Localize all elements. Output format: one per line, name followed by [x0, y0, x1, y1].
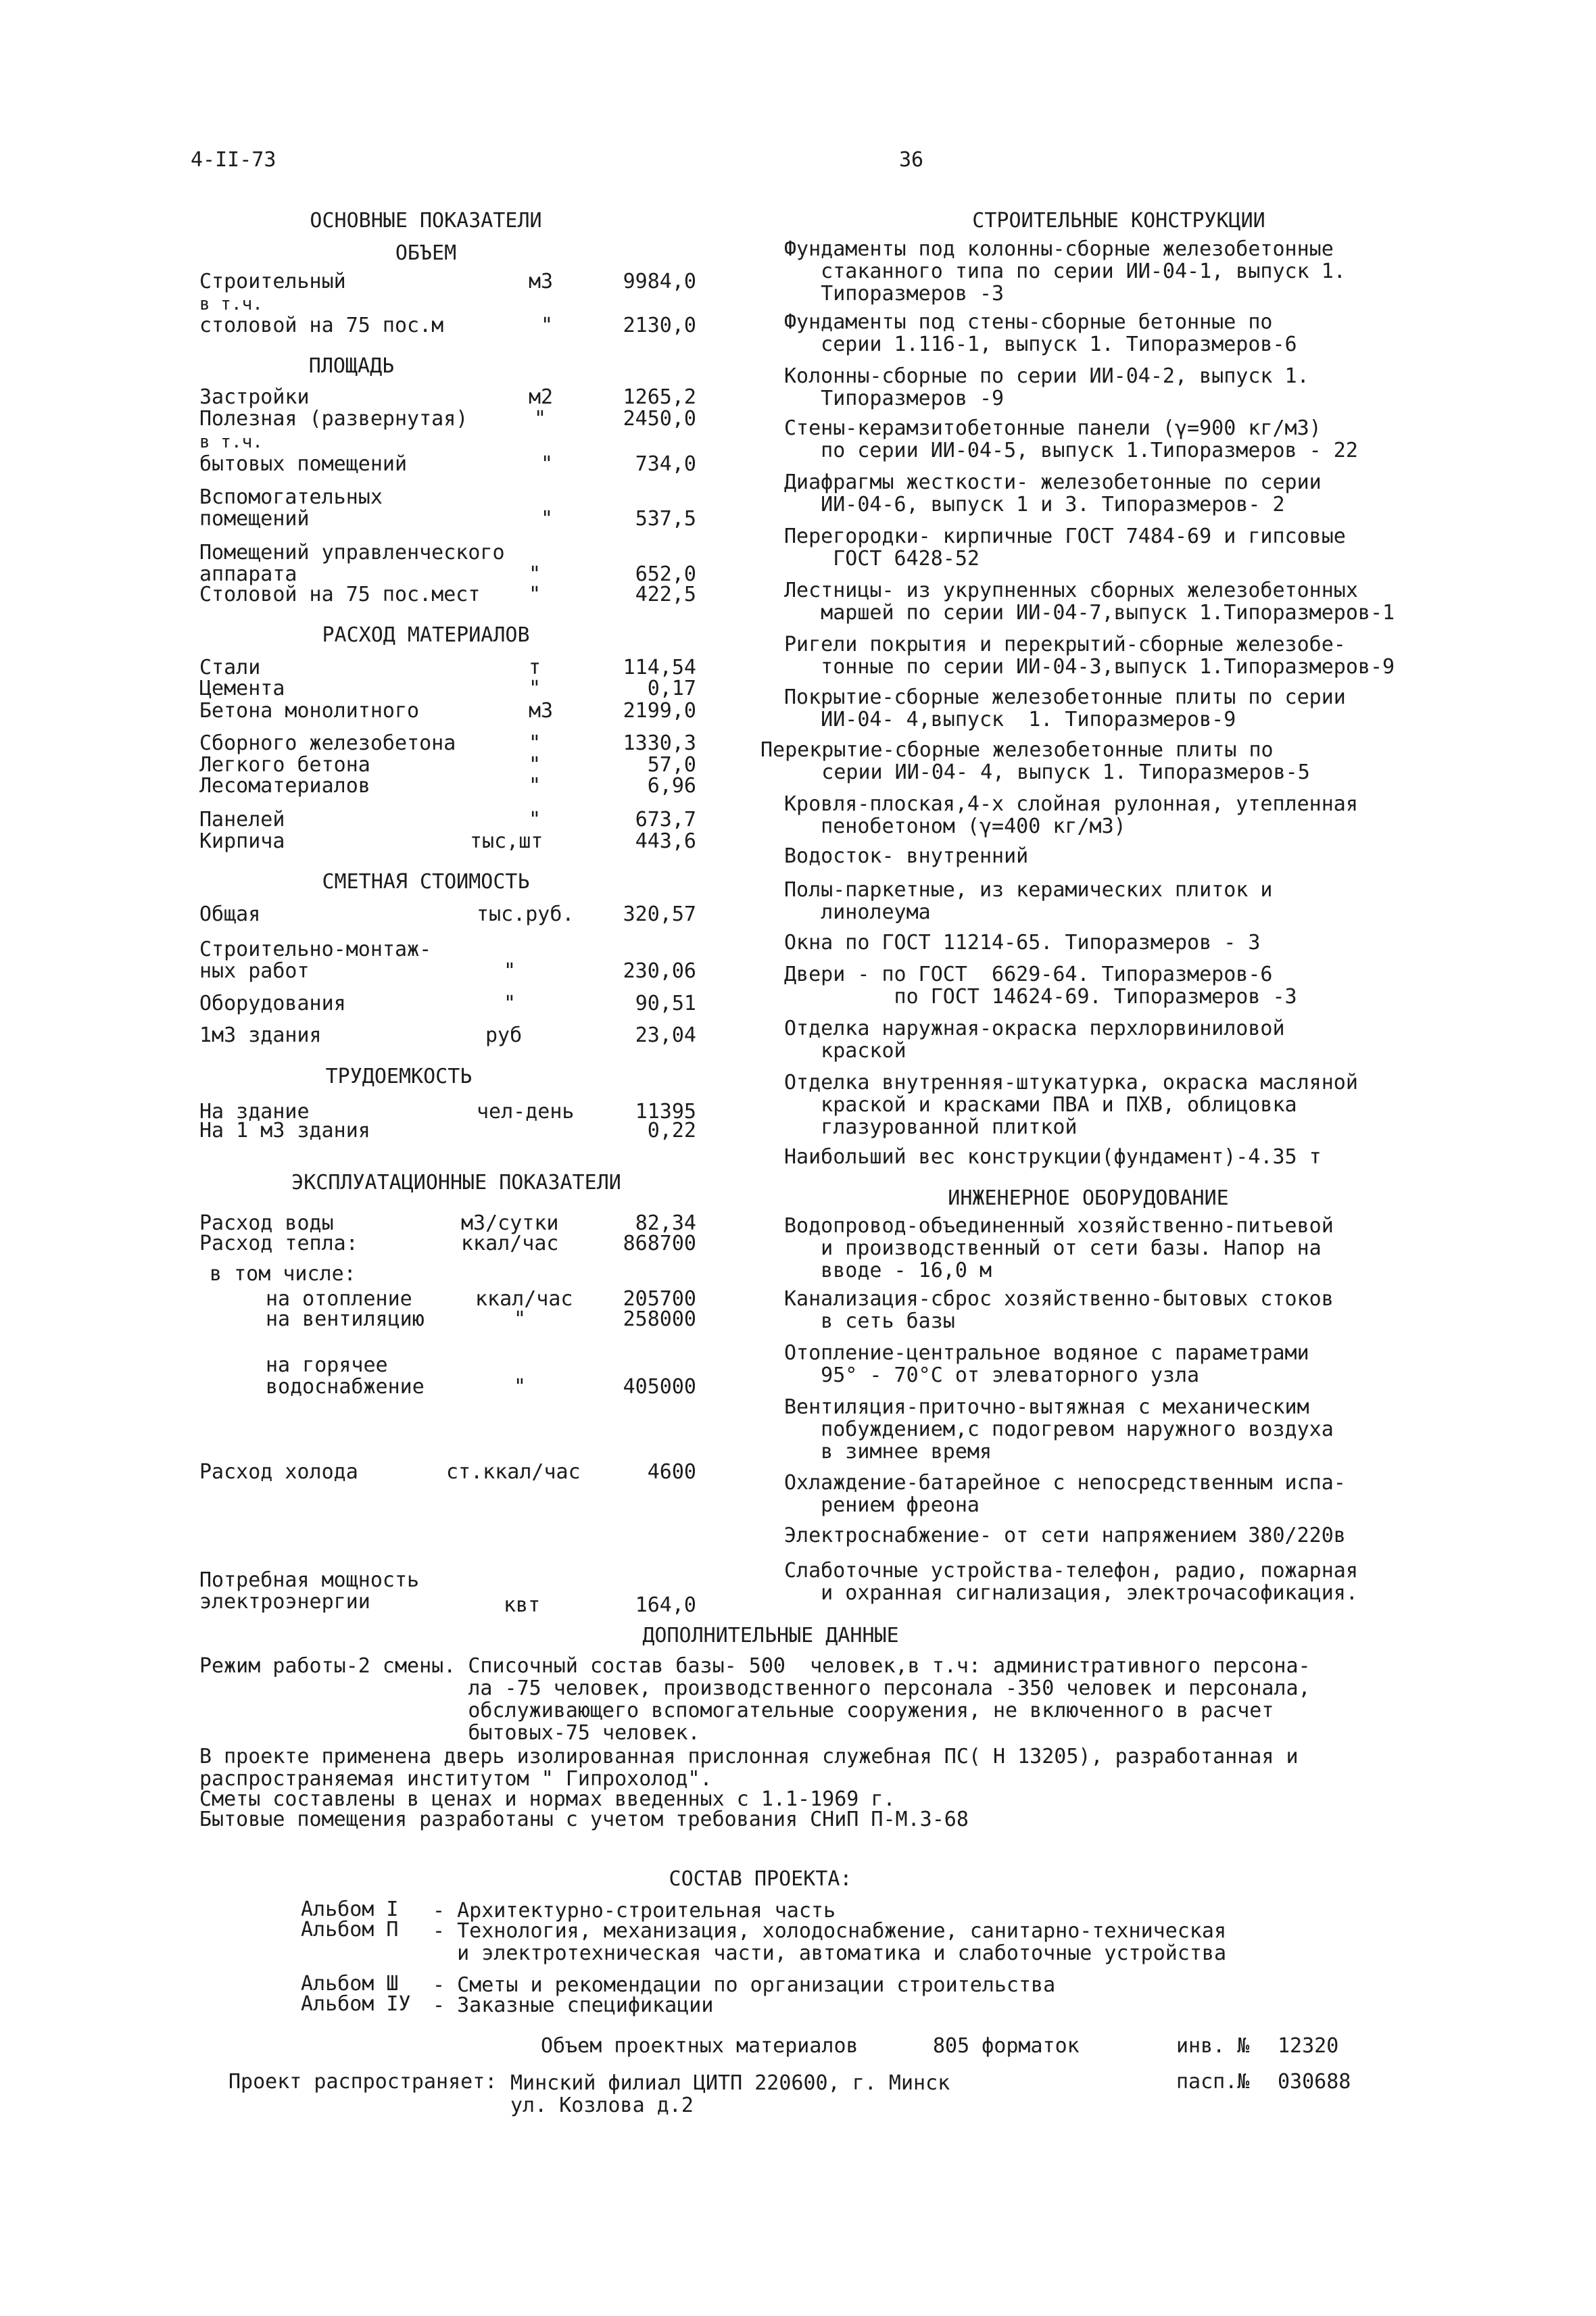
indicator-label: Потребная мощность [199, 1568, 420, 1592]
indicator-label: Строительный [199, 270, 346, 293]
indicator-value: 82,34 [635, 1211, 696, 1235]
indicator-unit: " [529, 774, 541, 798]
indicator-unit: чел-день [477, 1100, 575, 1124]
labor-heading: ТРУДОЕМКОСТЬ [325, 1065, 473, 1088]
indicator-unit: м3/сутки [461, 1211, 559, 1235]
construction-item: Наибольший вес конструкции(фундамент)-4.35 т [784, 1145, 1322, 1169]
indicator-label: Бетона монолитного [199, 699, 420, 723]
indicator-value: 1265,2 [623, 385, 696, 409]
additional-paragraph: Бытовые помещения разработаны с учетом требования СНиП П-М.3-68 [199, 1808, 969, 1831]
inventory-number: 12320 [1278, 2034, 1339, 2058]
indicator-unit: м3 [529, 699, 554, 723]
indicator-unit: " [541, 314, 554, 337]
indicator-unit: квт [504, 1593, 541, 1617]
indicator-value: 0,22 [647, 1119, 696, 1142]
indicator-unit: " [541, 507, 554, 531]
indicator-value: 320,57 [623, 902, 696, 926]
indicator-label: Расход тепла: [199, 1232, 358, 1255]
indicator-label: на горячее [266, 1353, 388, 1377]
indicator-label: в том числе: [210, 1262, 356, 1286]
project-composition-heading: СОСТАВ ПРОЕКТА: [669, 1867, 852, 1891]
album-code: Альбом I [301, 1898, 399, 1921]
indicator-value: 164,0 [635, 1593, 696, 1617]
indicator-label: Общая [199, 902, 261, 926]
indicator-label: столовой на 75 пос.м [199, 314, 444, 337]
album-description: - Заказные спецификации [433, 1994, 714, 2017]
indicator-label: Расход воды [199, 1211, 334, 1235]
album-description: - Технология, механизация, холодоснабжение, санитарно-техническая и электротехническая части, автоматика и слаботочные устройства [433, 1919, 1226, 1965]
construction-heading: СТРОИТЕЛЬНЫЕ КОНСТРУКЦИИ [972, 209, 1265, 233]
distributor-address: Минский филиал ЦИТП 220600, г. Минск ул. Козлова д.2 [510, 2071, 950, 2117]
indicator-unit: " [529, 562, 541, 586]
construction-item: Покрытие-сборные железобетонные плиты по серии ИИ-04- 4,выпуск 1. Типоразмеров-9 [784, 685, 1346, 731]
indicator-value: 230,06 [623, 959, 696, 983]
indicator-label: Легкого бетона [199, 753, 370, 777]
indicator-label: Вспомогательных [199, 485, 383, 509]
passport-label: пасп.№ [1176, 2070, 1250, 2094]
indicator-value: 443,6 [635, 829, 696, 853]
indicator-label: на вентиляцию [266, 1307, 425, 1331]
indicator-label: Застройки [199, 385, 310, 409]
page-number: 36 [898, 148, 924, 172]
engineering-item: Отопление-центральное водяное с параметрами 95° - 70°С от элеваторного узла [784, 1341, 1309, 1387]
indicator-value: 258000 [623, 1307, 696, 1331]
indicator-label: На здание [199, 1100, 310, 1124]
indicator-unit: " [514, 1375, 527, 1399]
album-description: - Архитектурно-строительная часть [433, 1899, 836, 1923]
indicator-value: 0,17 [647, 677, 696, 700]
indicator-unit: " [529, 583, 541, 606]
indicator-label: На 1 м3 здания [199, 1119, 370, 1142]
indicator-label: Кирпича [199, 829, 285, 853]
indicator-unit: " [504, 992, 516, 1015]
indicator-value: 2130,0 [623, 314, 696, 337]
construction-item: Лестницы- из укрупненных сборных железобетонных маршей по серии ИИ-04-7,выпуск 1.Типоразмеров-1 [784, 579, 1395, 625]
indicator-unit: " [529, 731, 541, 755]
indicator-label: в т.ч. [199, 294, 263, 314]
area-heading: ПЛОЩАДЬ [308, 354, 395, 378]
indicator-label: в т.ч. [199, 432, 263, 452]
additional-data-heading: ДОПОЛНИТЕЛЬНЫЕ ДАННЫЕ [642, 1624, 899, 1647]
album-code: Альбом IУ [301, 1992, 411, 2016]
indicator-value: 2199,0 [623, 699, 696, 723]
indicator-label: аппарата [199, 562, 297, 586]
indicator-unit: " [529, 808, 541, 831]
indicator-unit: тыс,шт [470, 829, 543, 853]
volume-value: 805 форматок [933, 2034, 1080, 2058]
additional-paragraph: Сметы составлены в ценах и нормах введенных с 1.1-1969 г. [199, 1787, 896, 1811]
construction-item: Перегородки- кирпичные ГОСТ 7484-69 и гипсовые ГОСТ 6428-52 [784, 525, 1346, 571]
indicator-value: 673,7 [635, 808, 696, 831]
album-code: Альбом П [301, 1918, 399, 1941]
inventory-label: инв. № [1176, 2034, 1250, 2058]
indicator-unit: " [541, 452, 554, 476]
indicator-unit: тыс.руб. [477, 902, 575, 926]
indicator-value: 868700 [623, 1232, 696, 1255]
indicator-label: электроэнергии [199, 1590, 370, 1614]
indicator-value: 734,0 [635, 452, 696, 476]
construction-item: Двери - по ГОСТ 6629-64. Типоразмеров-6 по ГОСТ 14624-69. Типоразмеров -3 [784, 963, 1297, 1009]
engineering-item: Вентиляция-приточно-вытяжная с механическим побуждением,с подогревом наружного воздуха в зимнее время [784, 1395, 1334, 1464]
construction-item: Полы-паркетные, из керамических плиток и линолеума [784, 878, 1273, 924]
indicator-unit: " [529, 753, 541, 777]
construction-item: Отделка внутренняя-штукатурка, окраска масляной краской и красками ПВА и ПХВ, облицовка глазурованной плиткой [784, 1071, 1358, 1139]
construction-item: Кровля-плоская,4-х слойная рулонная, утепленная пенобетоном (γ=400 кг/м3) [784, 792, 1358, 838]
indicator-value: 114,54 [623, 656, 696, 679]
indicator-label: Строительно-монтаж- [199, 938, 432, 961]
construction-item: Окна по ГОСТ 11214-65. Типоразмеров - 3 [784, 931, 1261, 955]
indicator-label: Сборного железобетона [199, 731, 456, 755]
indicator-value: 90,51 [635, 992, 696, 1015]
indicator-value: 6,96 [647, 774, 696, 798]
construction-item: Диафрагмы жесткости- железобетонные по серии ИИ-04-6, выпуск 1 и 3. Типоразмеров- 2 [784, 471, 1322, 516]
construction-item: Перекрытие-сборные железобетонные плиты по серии ИИ-04- 4, выпуск 1. Типоразмеров-5 [760, 738, 1310, 784]
indicator-value: 422,5 [635, 583, 696, 606]
engineering-item: Электроснабжение- от сети напряжением 380/220в [784, 1524, 1346, 1547]
album-code: Альбом Ш [301, 1972, 399, 1996]
indicator-label: Расход холода [199, 1460, 358, 1484]
indicator-value: 537,5 [635, 507, 696, 531]
indicator-label: Полезная (развернутая) [199, 407, 468, 431]
cost-heading: СМЕТНАЯ СТОИМОСТЬ [322, 870, 530, 894]
passport-number: 030688 [1278, 2070, 1351, 2094]
construction-item: Колонны-сборные по серии ИИ-04-2, выпуск 1. Типоразмеров -9 [784, 364, 1309, 410]
engineering-item: Канализация-сброс хозяйственно-бытовых стоков в сеть базы [784, 1287, 1334, 1333]
indicator-value: 652,0 [635, 562, 696, 586]
construction-item: Отделка наружная-окраска перхлорвиниловой краской [784, 1017, 1285, 1063]
indicator-label: на отопление [266, 1287, 412, 1311]
indicator-label: помещений [199, 507, 310, 531]
indicator-value: 57,0 [647, 753, 696, 777]
indicator-label: бытовых помещений [199, 452, 408, 476]
indicator-value: 1330,3 [623, 731, 696, 755]
indicator-unit: " [514, 1307, 527, 1331]
indicator-label: водоснабжение [266, 1375, 425, 1399]
construction-item: Фундаменты под стены-сборные бетонные по серии 1.116-1, выпуск 1. Типоразмеров-6 [784, 310, 1297, 356]
indicator-unit: м2 [529, 385, 554, 409]
indicator-value: 11395 [635, 1100, 696, 1124]
indicator-unit: т [529, 656, 541, 679]
indicator-label: 1м3 здания [199, 1023, 322, 1047]
operation-heading: ЭКСПЛУАТАЦИОННЫЕ ПОКАЗАТЕЛИ [291, 1171, 621, 1195]
construction-item: Водосток- внутренний [784, 844, 1029, 868]
indicator-unit: ккал/час [475, 1287, 573, 1311]
volume-heading: ОБЪЕМ [395, 241, 457, 265]
indicator-value: 405000 [623, 1375, 696, 1399]
indicator-unit: " [529, 677, 541, 700]
indicator-label: ных работ [199, 959, 310, 983]
indicator-label: Лесоматериалов [199, 774, 370, 798]
indicator-unit: " [504, 959, 516, 983]
indicator-unit: ккал/час [461, 1232, 559, 1255]
materials-heading: РАСХОД МАТЕРИАЛОВ [322, 623, 530, 647]
indicator-value: 23,04 [635, 1023, 696, 1047]
indicator-label: Панелей [199, 808, 285, 831]
indicator-label: Оборудования [199, 992, 346, 1015]
indicator-unit: м3 [529, 270, 554, 293]
indicator-unit: руб [485, 1023, 523, 1047]
indicator-unit: " [534, 407, 547, 431]
indicator-label: Помещений управленческого [199, 541, 505, 564]
construction-item: Ригели покрытия и перекрытий-сборные железобе- тонные по серии ИИ-04-3,выпуск 1.Типоразмеров-9 [784, 633, 1395, 679]
indicator-unit: ст.ккал/час [446, 1460, 581, 1484]
indicator-value: 9984,0 [623, 270, 696, 293]
indicator-value: 205700 [623, 1287, 696, 1311]
engineering-item: Водопровод-объединенный хозяйственно-питьевой и производственный от сети базы. Напор на вводе - 16,0 м [784, 1214, 1334, 1282]
additional-paragraph: В проекте применена дверь изолированная прислонная служебная ПС( Н 13205), разработанная и распространяемая институтом " Гипрохолод". [199, 1745, 1299, 1791]
volume-label: Объем проектных материалов [541, 2034, 859, 2058]
additional-paragraph: Режим работы-2 смены. Списочный состав базы- 500 человек,в т.ч: административного персона- ла -75 человек, производственного персонала -350 человек и персонала, обслуживающего вспомогательные сооружения, не включенного в расчет бытовых-75 человек. [199, 1654, 1311, 1745]
main-indicators-title: ОСНОВНЫЕ ПОКАЗАТЕЛИ [310, 209, 542, 233]
engineering-heading: ИНЖЕНЕРНОЕ ОБОРУДОВАНИЕ [948, 1186, 1229, 1210]
engineering-item: Слаботочные устройства-телефон, радио, пожарная и охранная сигнализация, электрочасофикация. [784, 1559, 1358, 1605]
engineering-item: Охлаждение-батарейное с непосредственным испа- рением фреона [784, 1471, 1346, 1517]
indicator-label: Цемента [199, 677, 285, 700]
construction-item: Стены-керамзитобетонные панели (γ=900 кг/м3) по серии ИИ-04-5, выпуск 1.Типоразмеров - 22 [784, 416, 1358, 462]
indicator-label: Стали [199, 656, 261, 679]
doc-code: 4-II-73 [191, 148, 276, 172]
indicator-label: Столовой на 75 пос.мест [199, 583, 481, 606]
indicator-value: 4600 [647, 1460, 696, 1484]
distributor-label: Проект распространяет: [228, 2070, 498, 2094]
album-description: - Сметы и рекомендации по организации строительства [433, 1973, 1056, 1997]
construction-item: Фундаменты под колонны-сборные железобетонные стаканного типа по серии ИИ-04-1, выпуск 1. Типоразмеров -3 [784, 237, 1346, 306]
indicator-value: 2450,0 [623, 407, 696, 431]
